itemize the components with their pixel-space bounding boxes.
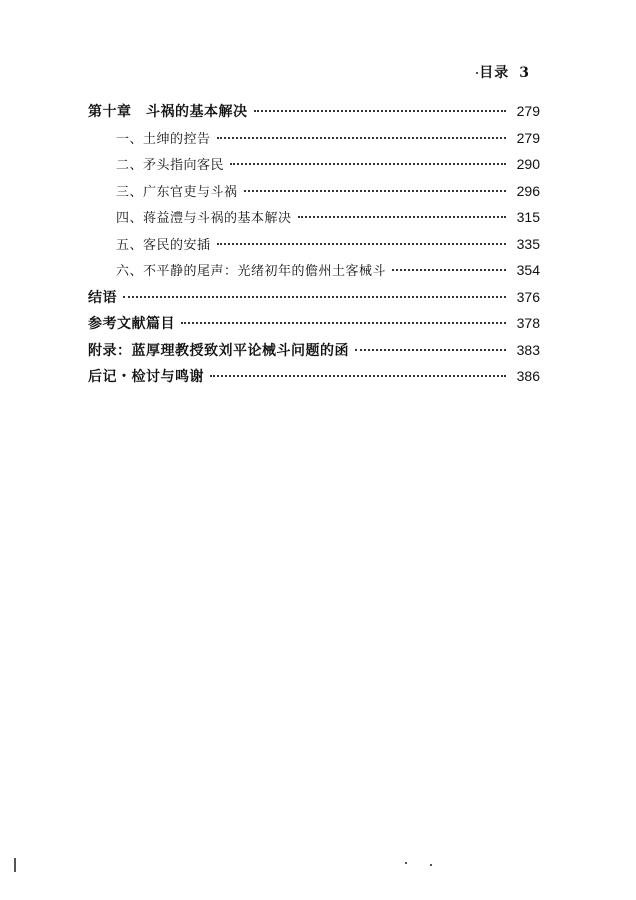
table-of-contents [88,98,540,390]
toc-entry-section-2 [88,151,540,178]
toc-entry-page: 386 [516,368,540,384]
toc-entry-page: 279 [516,129,540,146]
scan-speck [14,858,16,872]
toc-entry-section-5 [88,231,540,258]
toc-entry-title: 一、土绅的控告 [116,131,211,147]
toc-entry-title: 参考文献篇目 [88,316,175,332]
toc-entry-page: 335 [516,235,540,252]
toc-entry-title: 结语 [88,289,117,306]
dot-leader [298,216,506,218]
toc-entry-title: 四、蒋益澧与斗祸的基本解决 [116,211,292,226]
dot-leader [217,243,506,245]
toc-entry-title: 六、不平静的尾声：光绪初年的儋州土客械斗 [116,264,387,279]
toc-entry-conclusion [88,284,540,311]
dot-leader [217,137,506,139]
toc-entry-chapter-10 [88,98,540,125]
toc-entry-page: 279 [516,103,540,119]
dot-leader [392,269,506,271]
scan-speck [430,864,432,866]
dot-leader [355,349,506,351]
page-header [479,62,530,82]
dot-leader [123,296,506,298]
toc-entry-title: 第十章 斗祸的基本解决 [88,104,248,120]
scan-speck [476,72,478,74]
toc-entry-appendix [88,337,540,364]
toc-entry-page: 296 [516,182,540,199]
toc-entry-title: 附录：蓝厚理教授致刘平论械斗问题的函 [88,342,349,359]
toc-entry-title: 五、客民的安插 [116,237,211,253]
toc-entry-page: 315 [516,209,540,225]
toc-entry-page: 376 [516,288,540,305]
dot-leader [210,375,506,377]
toc-entry-section-6 [88,257,540,284]
toc-entry-title: 三、广东官吏与斗祸 [116,184,238,200]
toc-entry-page: 383 [516,341,540,358]
header-page-number: 3 [519,65,530,81]
toc-entry-page: 354 [516,262,540,278]
toc-entry-title: 后记・检讨与鸣谢 [88,369,204,385]
dot-leader [244,190,506,192]
dot-leader [254,110,507,112]
toc-entry-page: 378 [516,315,540,331]
toc-entry-page: 290 [516,156,540,172]
dot-leader [230,163,506,165]
dot-leader [181,322,506,324]
scan-speck [405,862,407,864]
toc-entry-section-3 [88,178,540,205]
toc-entry-references [88,310,540,337]
toc-entry-section-1 [88,125,540,152]
toc-entry-postscript [88,363,540,390]
toc-entry-title: 二、矛头指向客民 [116,158,225,173]
toc-entry-section-4 [88,204,540,231]
header-label: 目录 [479,65,510,81]
